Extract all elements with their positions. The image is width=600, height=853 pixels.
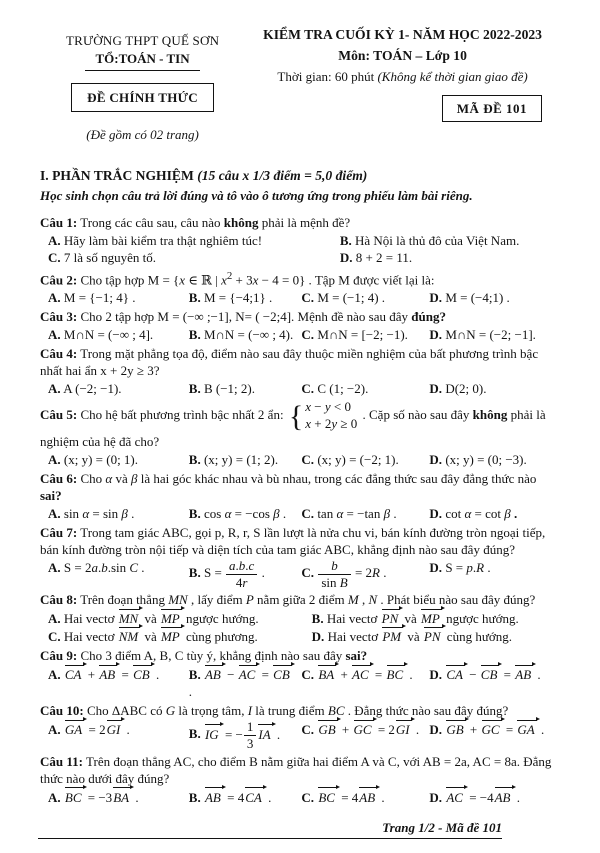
options [40, 665, 560, 700]
question-stem: Câu 10: Cho ΔABC có G là trọng tâm, I là trung điểm BC . Đẳng thức nào sau đây đúng? [40, 703, 509, 719]
option-B [189, 559, 302, 589]
section-title: I. PHẦN TRẮC NGHIỆM [40, 168, 194, 183]
option-text: cos α = −cos β . [203, 506, 287, 522]
option-A [48, 232, 340, 249]
option-A [48, 451, 189, 468]
section-title-line [40, 167, 560, 184]
option-letter: C. [48, 629, 61, 645]
option-D [429, 451, 560, 468]
option-D [429, 559, 560, 589]
option-letter: D. [429, 327, 443, 343]
header-left [40, 26, 245, 143]
option-text: Hai vectơ PM và PN cùng hướng. [327, 629, 512, 645]
option-text: (x; y) = (−2; 1). [317, 452, 399, 468]
option-text: IG = − $\frac{1}{3}$ IA . [204, 719, 281, 752]
option-text: Hai vectơ PN và MP ngược hướng. [326, 611, 519, 627]
official-exam-box: ĐỀ CHÍNH THỨC [71, 83, 214, 112]
question-stem: Câu 11: Trên đoạn thẳng AC, cho điểm B nằm giữa hai điểm A và C, với AB = 2a, AC = 8a. Đẳng thức nào dưới đây đúng? [40, 753, 552, 786]
options [40, 559, 560, 589]
option-B [189, 289, 302, 306]
option-text: S = 2a.b.sin C . [63, 560, 145, 576]
option-text: GA = 2GI . [64, 722, 130, 738]
option-C [301, 788, 429, 806]
options [40, 451, 560, 468]
option-text: GB + GC = GA . [446, 722, 545, 738]
option-B [340, 232, 560, 249]
option-text: D(2; 0). [445, 381, 487, 397]
question-label: Câu 1: [40, 215, 78, 230]
option-A [48, 289, 189, 306]
option-A [48, 326, 189, 343]
option-letter: C. [301, 290, 315, 306]
options [40, 380, 560, 397]
option-letter: C. [301, 506, 315, 522]
question-stem: Câu 8: Trên đoạn thẳng MN , lấy điểm P nằm giữa 2 điểm M , N . Phát biểu nào sau đây đúng? [40, 592, 536, 608]
option-letter: D. [311, 629, 325, 645]
option-D [340, 249, 560, 266]
option-letter: B. [188, 726, 201, 742]
option-C [301, 380, 429, 397]
page-number: Trang 1/2 - Mã đề 101 [382, 820, 502, 835]
question-label: Câu 9: [40, 648, 78, 664]
option-D [429, 380, 560, 397]
question-11 [40, 753, 560, 806]
option-letter: A. [48, 233, 61, 248]
option-text: AB = 4CA . [204, 789, 272, 805]
options [40, 720, 560, 750]
option-letter: A. [48, 611, 61, 627]
option-letter: B. [188, 667, 201, 683]
options [40, 326, 560, 343]
exam-subject: Môn: TOÁN – Lớp 10 [338, 48, 467, 63]
question-stem: Câu 9: Cho 3 điểm A, B, C tùy ý, khẳng định nào sau đây sai? [40, 648, 368, 664]
option-letter: D. [429, 560, 443, 576]
section-title-note: (15 câu x 1/3 điểm = 5,0 điểm) [197, 168, 368, 183]
option-text: M = {−1; 4} . [63, 290, 136, 306]
option-letter: D. [429, 452, 443, 468]
exam-time [245, 68, 560, 85]
question-stem: Câu 3: Cho 2 tập hợp M = (−∞ ;−1], N= ( −2;4]. Mệnh đề nào sau đây đúng? [40, 309, 446, 325]
exam-title: KIỂM TRA CUỐI KỲ 1- NĂM HỌC 2022-2023 [263, 27, 542, 42]
option-text: BC = −3BA . [64, 789, 139, 805]
options [40, 289, 560, 306]
option-letter: A. [48, 506, 61, 522]
question-9 [40, 647, 560, 700]
option-text: Hai vectơ MN và MP ngược hướng. [63, 611, 259, 627]
question-stem: Câu 2: Cho tập hợp M = {x ∈ ℝ | $x^2 + 3x - 4 = 0$} . Tập M được viết lại là: [40, 270, 435, 288]
option-letter: B. [188, 327, 201, 343]
option-text: (x; y) = (1; 2). [203, 452, 279, 468]
question-label: Câu 7: [40, 525, 78, 541]
option-letter: A. [48, 560, 61, 576]
option-C [48, 249, 340, 266]
option-letter: B. [188, 290, 201, 306]
question-1 [40, 214, 560, 266]
option-B [189, 788, 302, 806]
question-stem: Câu 7: Trong tam giác ABC, gọi p, R, r, S lần lượt là nửa chu vi, bán kính đường tròn ngoại tiếp, bán kính đường tròn nội tiếp và diện tích của tam giác ABC, khẳng định nào sau đây đúng? [40, 525, 546, 558]
question-label: Câu 4: [40, 346, 78, 362]
option-text: GB + GC = 2GI . [318, 722, 420, 738]
question-label: Câu 5: [40, 407, 78, 423]
option-A [48, 720, 189, 750]
question-4 [40, 345, 560, 397]
option-letter: A. [48, 452, 61, 468]
option-text: M∩N = (−∞ ; 4). [203, 327, 294, 343]
option-A [48, 505, 189, 522]
option-text: M∩N = (−∞ ; 4]. [63, 327, 154, 343]
option-letter: D. [429, 381, 443, 397]
option-letter: C. [301, 452, 315, 468]
exam-code-box: MÃ ĐỀ 101 [442, 95, 542, 122]
option-B [189, 326, 302, 343]
option-letter: C. [301, 667, 315, 683]
option-D [429, 720, 560, 750]
option-letter: D. [429, 290, 443, 306]
option-D [429, 665, 560, 700]
question-label: Câu 2: [40, 272, 78, 288]
question-stem: Câu 4: Trong mặt phẳng tọa độ, điểm nào sau đây thuộc miền nghiệm của bất phương trình bậc nhất hai ẩn x + 2y ≥ 3? [40, 346, 539, 379]
option-letter: A. [48, 722, 61, 738]
option-text: cot α = cot β . [445, 506, 518, 522]
option-letter: C. [301, 327, 315, 343]
option-D [429, 505, 560, 522]
option-text: $\frac{b}{\text{sin B}}$ = 2R . [317, 565, 386, 580]
option-B [189, 451, 302, 468]
option-letter: D. [429, 506, 443, 522]
option-B [189, 505, 302, 522]
question-stem: Câu 6: Cho α và β là hai góc khác nhau và bù nhau, trong các đẳng thức sau đây đẳng thức nào sai? [40, 471, 537, 504]
option-text: M∩N = [−2; −1). [317, 327, 408, 343]
questions [40, 214, 560, 806]
option-C [301, 451, 429, 468]
option-text: AC = −4AB . [446, 789, 520, 805]
option-letter: C. [301, 789, 315, 805]
option-letter: C. [48, 250, 61, 265]
option-A [48, 665, 189, 700]
question-5 [40, 399, 560, 468]
option-D [312, 627, 560, 645]
question-6 [40, 470, 560, 522]
exam-code-wrap [245, 95, 560, 122]
option-text: CA − CB = AB . [446, 667, 541, 683]
question-8 [40, 591, 560, 645]
option-text: Hai vectơ NM và MP cùng phương. [63, 629, 258, 645]
option-letter: A. [48, 381, 61, 397]
option-text: (x; y) = (0; 1). [63, 452, 139, 468]
options [40, 232, 560, 266]
option-letter: A. [48, 290, 61, 306]
option-C [301, 665, 429, 700]
option-B [189, 380, 302, 397]
department-name: TỔ:TOÁN - TIN [85, 50, 199, 71]
header-right [245, 26, 560, 122]
option-text: M = (−1; 4) . [317, 290, 386, 306]
section-instruction: Học sinh chọn câu trả lời đúng và tô vào ô tương ứng trong phiếu làm bài riêng. [40, 188, 473, 203]
question-label: Câu 8: [40, 592, 78, 608]
option-text: BA + AC = BC . [318, 667, 413, 683]
option-C [301, 559, 429, 589]
option-letter: D. [429, 667, 443, 683]
option-text: (x; y) = (0; −3). [445, 452, 527, 468]
option-letter: D. [429, 722, 443, 738]
option-letter: B. [188, 506, 201, 522]
option-text: AB − AC = CB . [189, 667, 293, 699]
option-text: Hà Nội là thủ đô của Việt Nam. [355, 233, 520, 248]
option-text: 8 + 2 = 11. [355, 250, 413, 265]
question-label: Câu 10: [40, 703, 84, 719]
option-text: BC = 4AB . [318, 789, 385, 805]
option-D [429, 326, 560, 343]
option-text: C (1; −2). [317, 381, 369, 397]
option-C [301, 505, 429, 522]
option-text: M = (−4;1) . [445, 290, 510, 306]
option-letter: A. [48, 667, 61, 683]
option-A [48, 559, 189, 589]
time-label: Thời gian: 60 phút [277, 69, 375, 84]
header [40, 26, 560, 143]
options [40, 788, 560, 806]
option-C [301, 720, 429, 750]
school-name: TRƯỜNG THPT QUẾ SƠN [65, 33, 220, 48]
option-B [312, 609, 560, 627]
question-3 [40, 308, 560, 343]
option-text: S = p.R . [445, 560, 491, 576]
option-text: A (−2; −1). [63, 381, 122, 397]
question-label: Câu 6: [40, 471, 78, 487]
option-A [48, 380, 189, 397]
option-text: S = $\frac{a.b.c}{4r}$ . [203, 558, 265, 590]
option-D [429, 289, 560, 306]
option-letter: D. [339, 250, 353, 265]
option-letter: A. [48, 789, 61, 805]
pages-note: (Đề gồm có 02 trang) [86, 127, 199, 142]
option-text: B (−1; 2). [203, 381, 255, 397]
option-text: 7 là số nguyên tố. [63, 250, 156, 265]
option-letter: B. [188, 789, 201, 805]
options [40, 609, 560, 645]
option-letter: A. [48, 327, 61, 343]
option-A [48, 788, 189, 806]
options [40, 505, 560, 522]
option-D [429, 788, 560, 806]
option-text: M = {−4;1} . [203, 290, 273, 306]
option-letter: B. [339, 233, 352, 248]
section-heading [40, 167, 560, 204]
question-stem: Câu 1: Trong các câu sau, câu nào không phải là mệnh đề? [40, 215, 351, 230]
question-7 [40, 524, 560, 589]
option-text: M∩N = (−2; −1]. [445, 327, 536, 343]
option-B [189, 665, 302, 700]
option-letter: B. [188, 452, 201, 468]
time-note: (Không kể thời gian giao đề) [377, 69, 528, 84]
option-text: Hãy làm bài kiểm tra thật nghiêm túc! [63, 233, 263, 248]
option-letter: B. [188, 565, 201, 581]
option-letter: C. [301, 381, 315, 397]
option-text: CA + AB = CB . [64, 667, 160, 683]
footer [38, 819, 502, 839]
option-letter: D. [429, 789, 443, 805]
question-label: Câu 3: [40, 309, 78, 325]
question-label: Câu 11: [40, 753, 83, 769]
option-text: sin α = sin β . [63, 506, 135, 522]
option-letter: C. [301, 565, 315, 581]
option-text: tan α = −tan β . [317, 506, 397, 522]
option-C [301, 326, 429, 343]
question-stem: Câu 5: Cho hệ bất phương trình bậc nhất 2 ẩn: { x − y < 0 x + 2y ≥ 0 . Cặp số nào sau đây không phải là nghiệm của hệ đã cho? [40, 399, 546, 450]
option-B [189, 720, 302, 750]
question-2 [40, 268, 560, 306]
option-C [301, 289, 429, 306]
option-letter: B. [188, 381, 201, 397]
option-C [48, 627, 312, 645]
option-letter: B. [311, 611, 324, 627]
option-letter: C. [301, 722, 315, 738]
question-10 [40, 702, 560, 750]
